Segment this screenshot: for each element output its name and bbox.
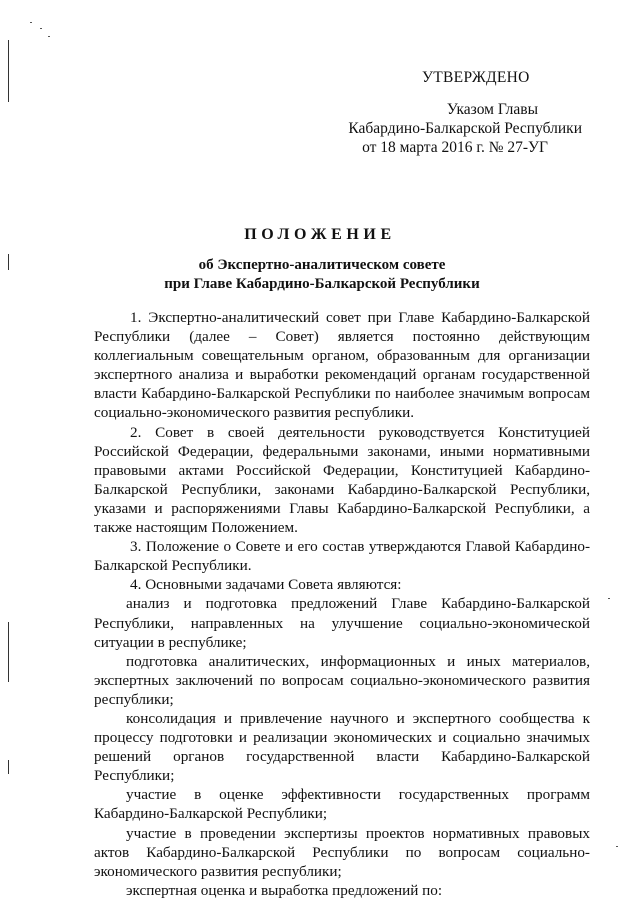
paragraph: 2. Совет в своей деятельности руководствуется Конституцией Российской Федерации, федеральными законами, иными нормативными правовыми актами Российской Федерации, Конституцией Кабардино-Балкарской Республики, законами Кабардино-Балкарской Республики, указами и распоряжениями Главы Кабардино-Балкарской Республики, а также настоящим Положением. bbox=[94, 423, 590, 537]
scan-edge-mark bbox=[8, 622, 9, 682]
task-item: экспертная оценка и выработка предложений по: bbox=[126, 881, 443, 899]
approval-date-line: от 18 марта 2016 г. № 27-УГ bbox=[362, 139, 548, 156]
document-title: ПОЛОЖЕНИЕ bbox=[244, 226, 396, 243]
scan-speck bbox=[30, 22, 32, 23]
task-item: консолидация и привлечение научного и экспертного сообщества к процессу подготовки и реализации экономических и социально значимых решений органов государственной власти Кабардино-Балкарской Республики; bbox=[94, 709, 590, 785]
scan-edge-mark bbox=[8, 760, 9, 774]
scan-speck bbox=[48, 36, 50, 37]
approval-line: Указом Главы bbox=[446, 101, 538, 118]
paragraph: 4. Основными задачами Совета являются: bbox=[130, 576, 402, 594]
document-body bbox=[94, 308, 590, 900]
task-item: участие в оценке эффективности государственных программ Кабардино-Балкарской Республики; bbox=[94, 786, 590, 823]
scan-speck bbox=[40, 28, 42, 29]
document-subtitle: об Экспертно-аналитическом совете bbox=[198, 257, 446, 273]
task-item: анализ и подготовка предложений Главе Кабардино-Балкарской Республики, направленных на улучшение социально-экономической ситуации в республике; bbox=[94, 595, 590, 651]
approval-heading: УТВЕРЖДЕНО bbox=[422, 69, 530, 86]
document-subtitle: при Главе Кабардино-Балкарской Республики bbox=[164, 276, 480, 292]
task-item: участие в проведении экспертизы проектов нормативных правовых актов Кабардино-Балкарской Республики по вопросам социально-экономического развития республики; bbox=[94, 824, 590, 880]
approval-line: Кабардино-Балкарской Республики bbox=[348, 120, 582, 137]
paragraph: 1. Экспертно-аналитический совет при Главе Кабардино-Балкарской Республики (далее – Совет) является постоянно действующим коллегиальным совещательным органом, образованным для организации экспертного анализа и выработки рекомендаций органам государственной власти Кабардино-Балкарской Республики по наиболее значимым вопросам социально-экономического развития республики. bbox=[94, 309, 590, 422]
scan-edge-mark bbox=[8, 40, 9, 102]
scan-speck bbox=[608, 598, 610, 599]
scan-speck bbox=[616, 846, 618, 847]
paragraph: 3. Положение о Совете и его состав утверждаются Главой Кабардино-Балкарской Республики. bbox=[94, 538, 590, 575]
task-item: подготовка аналитических, информационных и иных материалов, экспертных заключений по вопросам социально-экономического развития республики; bbox=[94, 652, 590, 708]
